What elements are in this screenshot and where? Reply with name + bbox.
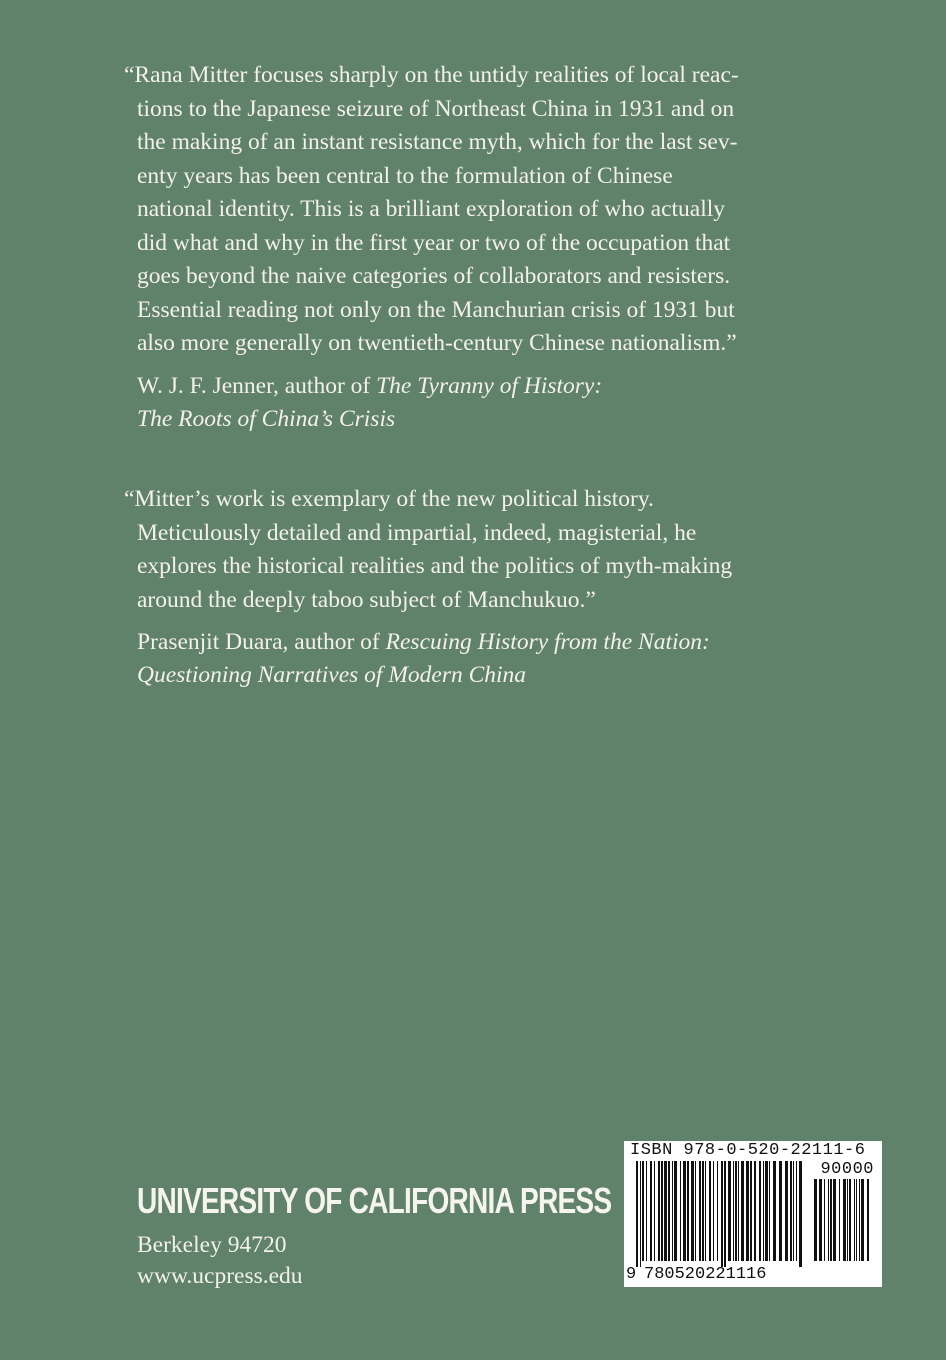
quote-line: also more generally on twentieth-century Chinese nationalism.” (137, 330, 737, 356)
barcode-bar (859, 1179, 860, 1261)
attribution-book-subtitle: The Roots of China’s Crisis (137, 405, 396, 432)
isbn-barcode (624, 1141, 882, 1287)
barcode-bar (668, 1161, 670, 1261)
attribution-book-subtitle: Questioning Narratives of Modern China (137, 662, 527, 688)
quote-text (124, 59, 817, 361)
quote-line: “Rana Mitter focuses sharply on the untidy realities of local reac- (124, 62, 739, 88)
barcode-bar (658, 1161, 660, 1261)
barcode-bar (750, 1161, 752, 1261)
barcode-bar (687, 1161, 689, 1261)
attribution-author: W. J. F. Jenner, author of (137, 372, 377, 399)
barcode-bar (735, 1161, 737, 1261)
quote-line: national identity. This is a brilliant exploration of who actually (137, 196, 726, 222)
barcode-bar (746, 1161, 749, 1261)
barcode-bar (705, 1161, 706, 1261)
barcode-bar (650, 1161, 652, 1261)
quote-attribution (137, 370, 817, 436)
ean-digit-string: 780520221116 (644, 1265, 767, 1284)
barcode-bar (738, 1161, 739, 1261)
quote-line: tions to the Japanese seizure of Northeast China in 1931 and on (137, 95, 735, 122)
barcode-bar (828, 1179, 829, 1261)
barcode-bar (847, 1179, 848, 1261)
attribution-book-title: The Tyranny of History: (376, 372, 603, 399)
barcode-bar (661, 1161, 663, 1261)
barcode-bar (799, 1161, 802, 1267)
barcode-bar (854, 1179, 855, 1261)
review-quote-duara (124, 483, 817, 692)
barcode-bar (691, 1161, 694, 1261)
barcode-bar (702, 1161, 704, 1261)
barcode-bar (769, 1161, 770, 1261)
quote-line: “Mitter’s work is exemplary of the new political history. (124, 486, 654, 512)
ean-bars (634, 1161, 808, 1267)
quote-line: goes beyond the naive categories of collaborators and resisters. (137, 263, 731, 289)
isbn-label: ISBN 978-0-520-22111-6 (630, 1141, 866, 1160)
barcode-bar (849, 1179, 851, 1261)
barcode-bar (721, 1161, 723, 1267)
barcode-bar (713, 1161, 714, 1261)
barcode-bar (814, 1179, 817, 1261)
quote-line: did what and why in the first year or two of the occupation that (137, 229, 731, 256)
barcode-bar (793, 1161, 794, 1261)
barcode-bar (724, 1161, 726, 1267)
addon-bars (812, 1179, 874, 1267)
review-quote-jenner (124, 59, 817, 436)
publisher-website: www.ucpress.edu (137, 1263, 303, 1289)
barcode-bar (733, 1161, 734, 1261)
barcode-bar (754, 1161, 756, 1261)
publisher-logo: UNIVERSITY OF CALIFORNIA PRESS (137, 1180, 612, 1221)
quote-text (124, 483, 817, 617)
barcode-bar (646, 1161, 647, 1261)
quote-line: around the deeply taboo subject of Manchukuo.” (137, 586, 596, 613)
quote-attribution (137, 626, 817, 692)
barcode-bar (830, 1179, 832, 1261)
barcode-bar (741, 1161, 744, 1261)
barcode-bar (728, 1161, 731, 1261)
barcode-bar (773, 1161, 776, 1261)
barcode-bar (796, 1161, 797, 1261)
barcode-bar (839, 1179, 840, 1261)
quote-line: Meticulously detailed and impartial, indeed, magisterial, he (137, 519, 697, 546)
quote-line: Essential reading not only on the Manchurian crisis of 1931 but (137, 296, 735, 323)
barcode-bar (765, 1161, 768, 1261)
attribution-book-title: Rescuing History from the Nation: (385, 629, 710, 655)
barcode-bar (654, 1161, 655, 1261)
publisher-city: Berkeley 94720 (137, 1232, 287, 1258)
barcode-bar (824, 1179, 825, 1261)
barcode-bar (680, 1161, 681, 1261)
barcode-bar (699, 1161, 701, 1261)
barcode-bar (640, 1161, 641, 1267)
barcode-bar (672, 1161, 673, 1261)
barcode-bar (636, 1161, 638, 1267)
barcode-bar (683, 1161, 686, 1261)
quote-line: explores the historical realities and the politics of myth-making (137, 553, 733, 579)
barcode-bar (779, 1161, 782, 1261)
barcode-bar (785, 1161, 788, 1261)
ean-first-digit: 9 (626, 1265, 637, 1284)
barcode-bar (695, 1161, 696, 1261)
quote-line: enty years has been central to the formulation of Chinese (137, 162, 673, 189)
quote-line: the making of an instant resistance myth, which for the last sev- (137, 129, 738, 155)
barcode-bar (717, 1161, 718, 1261)
barcode-bar (759, 1161, 761, 1261)
barcode-bar (664, 1161, 667, 1261)
barcode-bar (867, 1179, 869, 1261)
barcode-bar (642, 1161, 644, 1261)
barcode-bar (819, 1179, 822, 1261)
barcode-bar (833, 1179, 836, 1261)
attribution-author: Prasenjit Duara, author of (137, 629, 386, 655)
barcode-bar (861, 1179, 864, 1261)
barcode-bar (709, 1161, 711, 1261)
barcode-bar (843, 1179, 846, 1261)
barcode-bar (674, 1161, 677, 1261)
barcode-bar (763, 1161, 764, 1261)
price-code: 90000 (820, 1160, 874, 1179)
barcode-bar (790, 1161, 792, 1261)
barcode-bar (856, 1179, 857, 1261)
